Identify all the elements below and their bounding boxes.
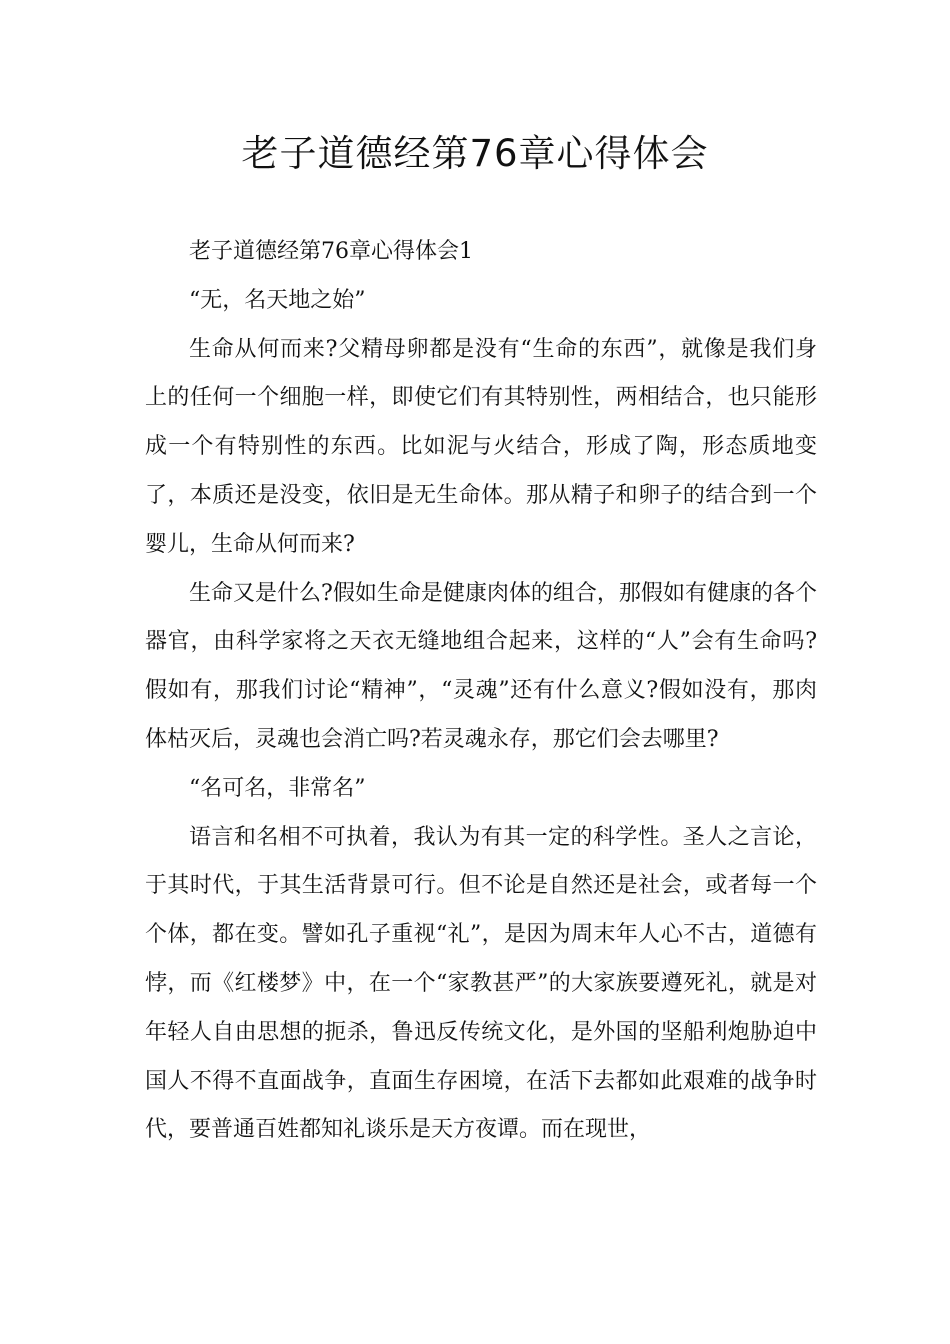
paragraph: 语言和名相不可执着，我认为有其一定的科学性。圣人之言论，于其时代，于其生活背景可行。但不论是自然还是社会，或者每一个个体，都在变。譬如孔子重视“礼”，是因为周末年人心不古，道德有悖，而《红楼梦》中，在一个“家教甚严”的大家族要遵死礼，就是对年轻人自由思想的扼杀，鲁迅反传统文化，是外国的坚船利炮胁迫中国人不得不直面战争，直面生存困境，在活下去都如此艰难的战争时代，要普通百姓都知礼谈乐是天方夜谭。而在现世， [145, 824, 817, 1143]
quote-line: “名可名，非常名” [189, 775, 366, 801]
document-body [145, 228, 817, 1155]
document-title: 老子道德经第76章心得体会 [241, 132, 709, 175]
section-heading: 老子道德经第76章心得体会1 [189, 239, 473, 264]
paragraph: 生命又是什么?假如生命是健康肉体的组合，那假如有健康的各个器官，由科学家将之天衣无缝地组合起来，这样的“人”会有生命吗?假如有，那我们讨论“精神”，“灵魂”还有什么意义?假如没有，那肉体枯灭后，灵魂也会消亡吗?若灵魂永存，那它们会去哪里? [145, 580, 817, 752]
paragraph: 生命从何而来?父精母卵都是没有“生命的东西”，就像是我们身上的任何一个细胞一样，即使它们有其特别性，两相结合，也只能形成一个有特别性的东西。比如泥与火结合，形成了陶，形态质地变了，本质还是没变，依旧是无生命体。那从精子和卵子的结合到一个婴儿，生命从何而来? [145, 336, 817, 557]
quote-line: “无，名天地之始” [189, 287, 366, 313]
